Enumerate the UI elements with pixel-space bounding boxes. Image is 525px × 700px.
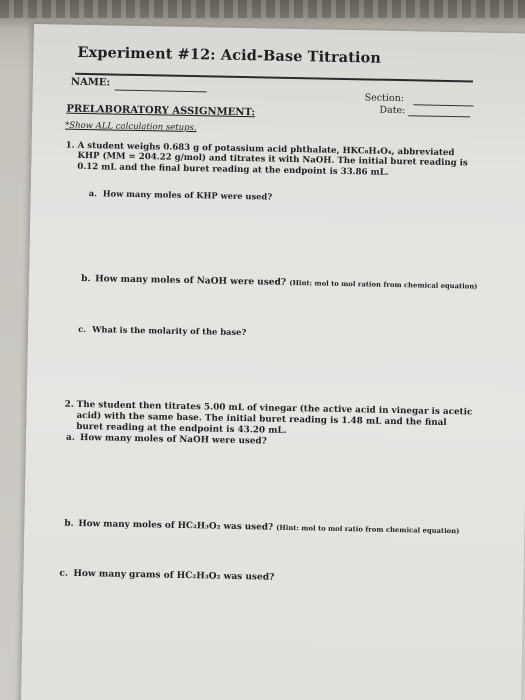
question-2-number: 2. — [64, 399, 74, 410]
page-title: Experiment #12: Acid-Base Titration — [77, 43, 382, 67]
question-1a-letter: a. — [88, 188, 98, 199]
question-1 — [65, 141, 478, 180]
question-2b-letter: b. — [64, 518, 74, 529]
instruction-text: *Show ALL calculation setups. — [64, 120, 197, 134]
question-1b — [81, 274, 478, 292]
question-2c-letter: c. — [59, 568, 69, 579]
question-1-text: A student weighs 0.683 g of potassium acid phthalate, HKC₈H₄O₄, abbreviated KHP (MM = 204.22 g/mol) and titrates it with NaOH. The initial buret reading is 0.12 mL and the final buret reading at the endpoint is 33.86 mL. — [77, 140, 468, 178]
prelab-heading: PRELABORATORY ASSIGNMENT: — [66, 103, 256, 119]
question-1c-letter: c. — [78, 323, 87, 335]
section-label: Section: — [364, 92, 405, 105]
question-1b-text: How many moles of NaOH were used? — [95, 274, 287, 288]
question-2b — [64, 519, 459, 537]
title-rule — [75, 73, 473, 83]
name-label: NAME: — [70, 76, 111, 89]
question-2c — [59, 569, 274, 583]
question-2a-letter: a. — [65, 432, 75, 443]
question-1b-letter: b. — [81, 273, 91, 285]
name-field-line[interactable] — [115, 90, 207, 93]
date-field-line[interactable] — [408, 115, 470, 117]
question-1c — [78, 324, 246, 337]
question-1a-text: How many moles of KHP were used? — [102, 188, 273, 202]
question-1-number: 1. — [65, 140, 75, 151]
date-label: Date: — [379, 104, 406, 117]
question-2c-text: How many grams of HC₂H₃O₂ was used? — [73, 568, 275, 583]
question-1c-text: What is the molarity of the base? — [92, 324, 247, 338]
question-2b-text: How many moles of HC₂H₃O₂ was used? — [78, 518, 274, 533]
question-2a-text: How many moles of NaOH were used? — [79, 432, 267, 447]
section-field-line[interactable] — [414, 104, 474, 106]
question-2-text: The student then titrates 5.00 mL of vinegar (the active acid in vinegar is acetic acid) with the same base. The initial buret reading is 1.48 mL and the final buret reading at the endpoint is 43.20 mL. — [76, 399, 473, 436]
binder-edge — [0, 0, 525, 18]
worksheet-page — [21, 24, 525, 700]
question-1a — [89, 188, 273, 202]
question-2b-hint: (Hint: mol to mol ratio from chemical equation) — [276, 523, 460, 536]
question-1b-hint: (Hint: mol to mol ration from chemical equation) — [289, 278, 478, 291]
